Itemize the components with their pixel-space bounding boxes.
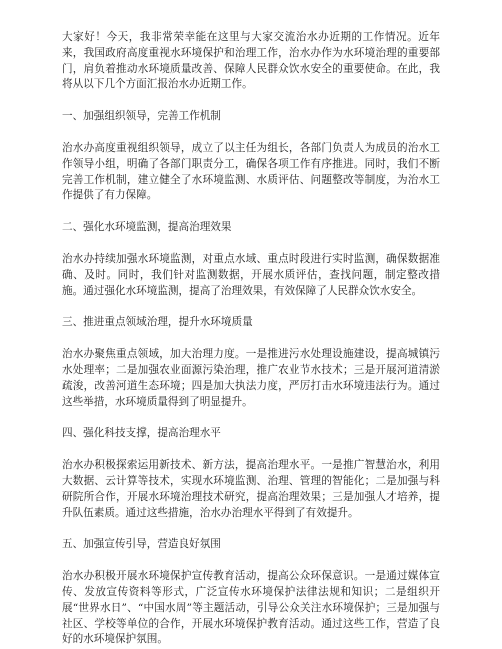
section-body-2: 治水办持续加强水环境监测，对重点水域、重点时段进行实时监测，确保数据准确、及时。同时，我们针对监测数据，开展水质评估，查找问题，制定整改措施。通过强化水环境监测，提高了治理效果，有效保障了人民群众饮水安全。 [62, 252, 440, 297]
section-heading-1: 一、加强组织领导，完善工作机制 [62, 110, 221, 123]
section-heading-3: 三、推进重点领域治理，提升水环境质量 [62, 316, 253, 329]
section-heading-2: 二、强化水环境监测，提高治理效果 [62, 221, 232, 234]
section-body-5: 治水办积极开展水环境保护宣传教育活动，提高公众环保意识。一是通过媒体宣传、发放宣传资料等形式，广泛宣传水环境保护法律法规和知识；二是组织开展“世界水日”、“中国水周”等主题活动，引导公众关注水环境保护；三是加强与社区、学校等单位的合作，开展水环境保护教育活动。通过这些工作，营造了良好的水环境保护氛围。 [62, 570, 440, 646]
intro-paragraph: 大家好！今天，我非常荣幸能在这里与大家交流治水办近期的工作情况。近年来，我国政府高度重视水环境保护和治理工作，治水办作为水环境治理的重要部门，肩负着推动水环境质量改善、保障人民群众饮水安全的重要使命。在此，我将从以下几个方面汇报治水办近期工作。 [62, 31, 440, 91]
section-body-1: 治水办高度重视组织领导，成立了以主任为组长，各部门负责人为成员的治水工作领导小组，明确了各部门职责分工，确保各项工作有序推进。同时，我们不断完善工作机制，建立健全了水环境监测、水质评估、问题整改等制度，为治水工作提供了有力保障。 [62, 141, 440, 202]
section-body-3: 治水办聚焦重点领域，加大治理力度。一是推进污水处理设施建设，提高城镇污水处理率；二是加强农业面源污染治理，推广农业节水技术；三是开展河道清淤疏浚，改善河道生态环境；四是加大执法力度，严厉打击水环境违法行为。通过这些举措，水环境质量得到了明显提升。 [62, 348, 440, 408]
section-body-4: 治水办积极探索运用新技术、新方法，提高治理水平。一是推广智慧治水，利用大数据、云计算等技术，实现水环境监测、治理、管理的智能化；二是加强与科研院所合作，开展水环境治理技术研究，提高治理效果；三是加强人才培养，提升队伍素质。通过这些措施，治水办治理水平得到了有效提升。 [62, 459, 440, 519]
section-heading-4: 四、强化科技支撑，提高治理水平 [62, 427, 221, 440]
section-heading-5: 五、加强宣传引导，营造良好氛围 [62, 538, 221, 551]
document-page [62, 30, 440, 648]
